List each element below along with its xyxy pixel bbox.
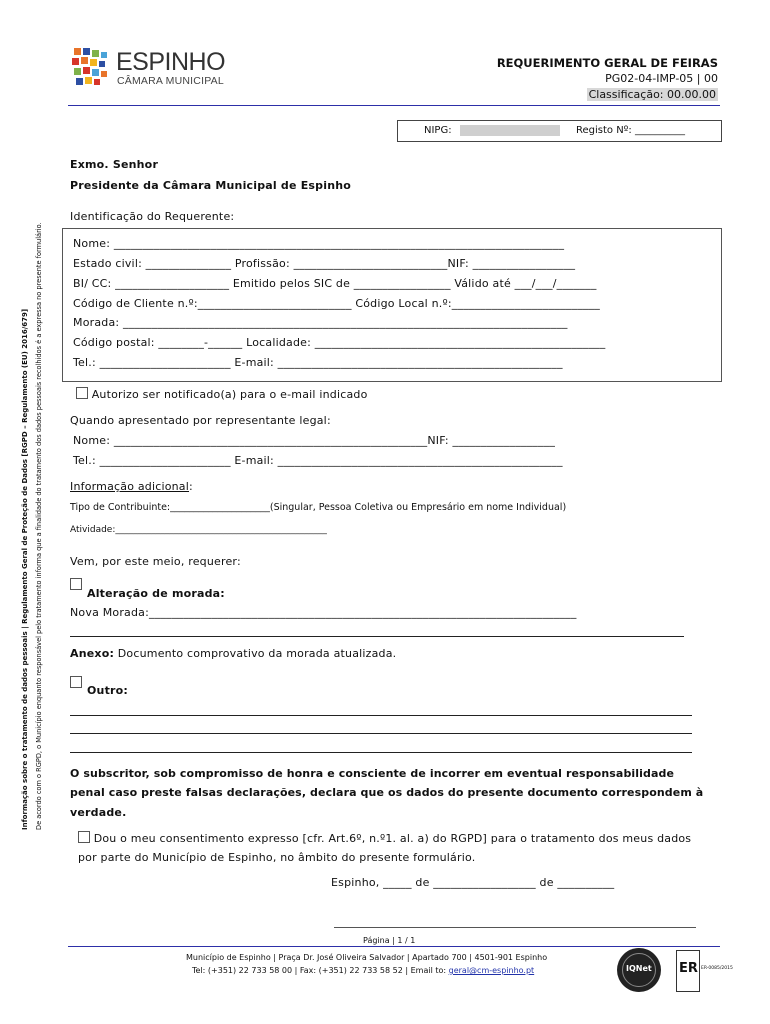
document-title: REQUERIMENTO GERAL DE FEIRAS: [496, 56, 718, 70]
consentimento-line2: por parte do Município de Espinho, no âmbito do presente formulário.: [78, 851, 476, 864]
aenor-er-mark: ER: [679, 961, 698, 976]
footer-divider: [68, 946, 720, 947]
requerer-text: Vem, por este meio, requerer:: [70, 555, 241, 568]
field-codigo-postal[interactable]: Código postal: ________-______ Localidade: ___________________________________________________: [73, 336, 606, 349]
nipg-field[interactable]: [460, 125, 560, 136]
consentimento-option[interactable]: [78, 831, 691, 845]
notificacao-option[interactable]: [76, 387, 368, 401]
consentimento-line1: Dou o meu consentimento expresso [cfr. Art.6º, n.º1. al. a) do RGPD] para o tratamento dos meus dados: [93, 832, 692, 845]
classification: Classificação: 00.00.00: [588, 88, 716, 101]
addressee-line1: Exmo. Senhor: [70, 158, 159, 171]
representante-tel-email[interactable]: Tel.: _______________________ E-mail: __________________________________________________: [73, 454, 563, 467]
field-atividade[interactable]: Atividade:_______________________________________________: [70, 525, 327, 535]
anexo-note: [70, 647, 396, 660]
alteracao-checkbox[interactable]: [70, 578, 82, 590]
notificacao-checkbox[interactable]: [76, 387, 88, 399]
outro-label: Outro:: [87, 684, 129, 697]
field-estado-civil[interactable]: Estado civil: _______________ Profissão: ___________________________NIF: __________________: [73, 257, 576, 270]
logo-mosaic-icon: [70, 46, 114, 90]
aenor-seal: [676, 950, 700, 992]
field-nova-morada[interactable]: Nova Morada:___________________________________________________________________________: [70, 606, 577, 619]
anexo-label: Anexo:: [70, 647, 115, 660]
outro-checkbox[interactable]: [70, 676, 82, 688]
side-rgpd-note: [20, 130, 44, 830]
municipality-logo: [70, 46, 230, 90]
consentimento-checkbox[interactable]: [78, 831, 90, 843]
nova-morada-line2[interactable]: [70, 636, 684, 637]
field-morada[interactable]: Morada: ______________________________________________________________________________: [73, 316, 568, 329]
footer-contacts: [192, 966, 534, 975]
registo-label: Registo Nº: __________: [576, 125, 685, 136]
addressee-line2: Presidente da Câmara Municipal de Espinho: [70, 179, 352, 192]
aenor-code: ER-0085/2015: [701, 966, 733, 971]
header-divider: [68, 105, 720, 106]
field-bi-cc[interactable]: BI/ CC: ____________________ Emitido pelos SIC de _________________ Válido até ___/___/_______: [73, 277, 597, 290]
declaracao-line1: O subscritor, sob compromisso de honra e consciente de incorrer em eventual responsabilidade: [70, 767, 675, 780]
footer-email-link[interactable]: geral@cm-espinho.pt: [448, 966, 535, 975]
info-adicional-label: Informação adicional: [70, 480, 190, 493]
outro-line2[interactable]: [70, 733, 692, 734]
field-tel-email[interactable]: Tel.: _______________________ E-mail: __________________________________________________: [73, 356, 563, 369]
footer-contact-text: Tel: (+351) 22 733 58 00 | Fax: (+351) 22 733 58 52 | Email to:: [192, 966, 449, 975]
representante-nome[interactable]: Nome: _______________________________________________________NIF: __________________: [73, 434, 556, 447]
outro-line3[interactable]: [70, 752, 692, 753]
anexo-text: Documento comprovativo da morada atualizada.: [114, 647, 397, 660]
logo-subtitle: CÂMARA MUNICIPAL: [117, 75, 224, 87]
field-tipo-contribuinte[interactable]: Tipo de Contribuinte:_____________________(Singular, Pessoa Coletiva ou Empresário em nome Individual): [70, 502, 567, 513]
nipg-label: NIPG:: [424, 125, 452, 136]
outro-line1[interactable]: [70, 715, 692, 716]
page-number: Página | 1 / 1: [363, 936, 416, 945]
field-codigo-cliente[interactable]: Código de Cliente n.º:___________________________ Código Local n.º:__________________________: [73, 297, 600, 310]
side-rgpd-text: De acordo com o RGPD, o Município enquanto responsável pelo tratamento informa que a finalidade do tratamento dos dados pessoais recolhidos é a expressa no presente formulário.: [35, 222, 43, 830]
alteracao-label: Alteração de morada:: [87, 587, 225, 600]
declaracao-line2: penal caso preste falsas declarações, declara que os dados do presente documento correspondem à: [70, 786, 704, 799]
declaracao-line3: verdade.: [70, 806, 127, 819]
signature-line[interactable]: [334, 927, 696, 928]
data-local[interactable]: Espinho, _____ de __________________ de __________: [331, 876, 615, 889]
iqnet-seal: [617, 948, 661, 992]
registry-box: [397, 120, 722, 142]
iqnet-label: IQNet: [626, 964, 652, 973]
info-adicional-heading: Informação adicional:: [70, 480, 193, 493]
identificacao-heading: Identificação do Requerente:: [70, 210, 235, 223]
notificacao-label: Autorizo ser notificado(a) para o e-mail indicado: [91, 388, 368, 401]
logo-brand: ESPINHO: [116, 48, 226, 76]
document-code: PG02-04-IMP-05 | 00: [605, 72, 718, 85]
representante-heading: Quando apresentado por representante legal:: [70, 414, 331, 427]
side-rgpd-title: Informação sobre o tratamento de dados pessoais | Regulamento Geral de Proteção de Dados [RGPD – Regulamento (EU) 2016/679]: [21, 308, 29, 830]
field-nome[interactable]: Nome: _______________________________________________________________________________: [73, 237, 565, 250]
footer-address: Município de Espinho | Praça Dr. José Oliveira Salvador | Apartado 700 | 4501-901 Espinho: [186, 953, 548, 962]
